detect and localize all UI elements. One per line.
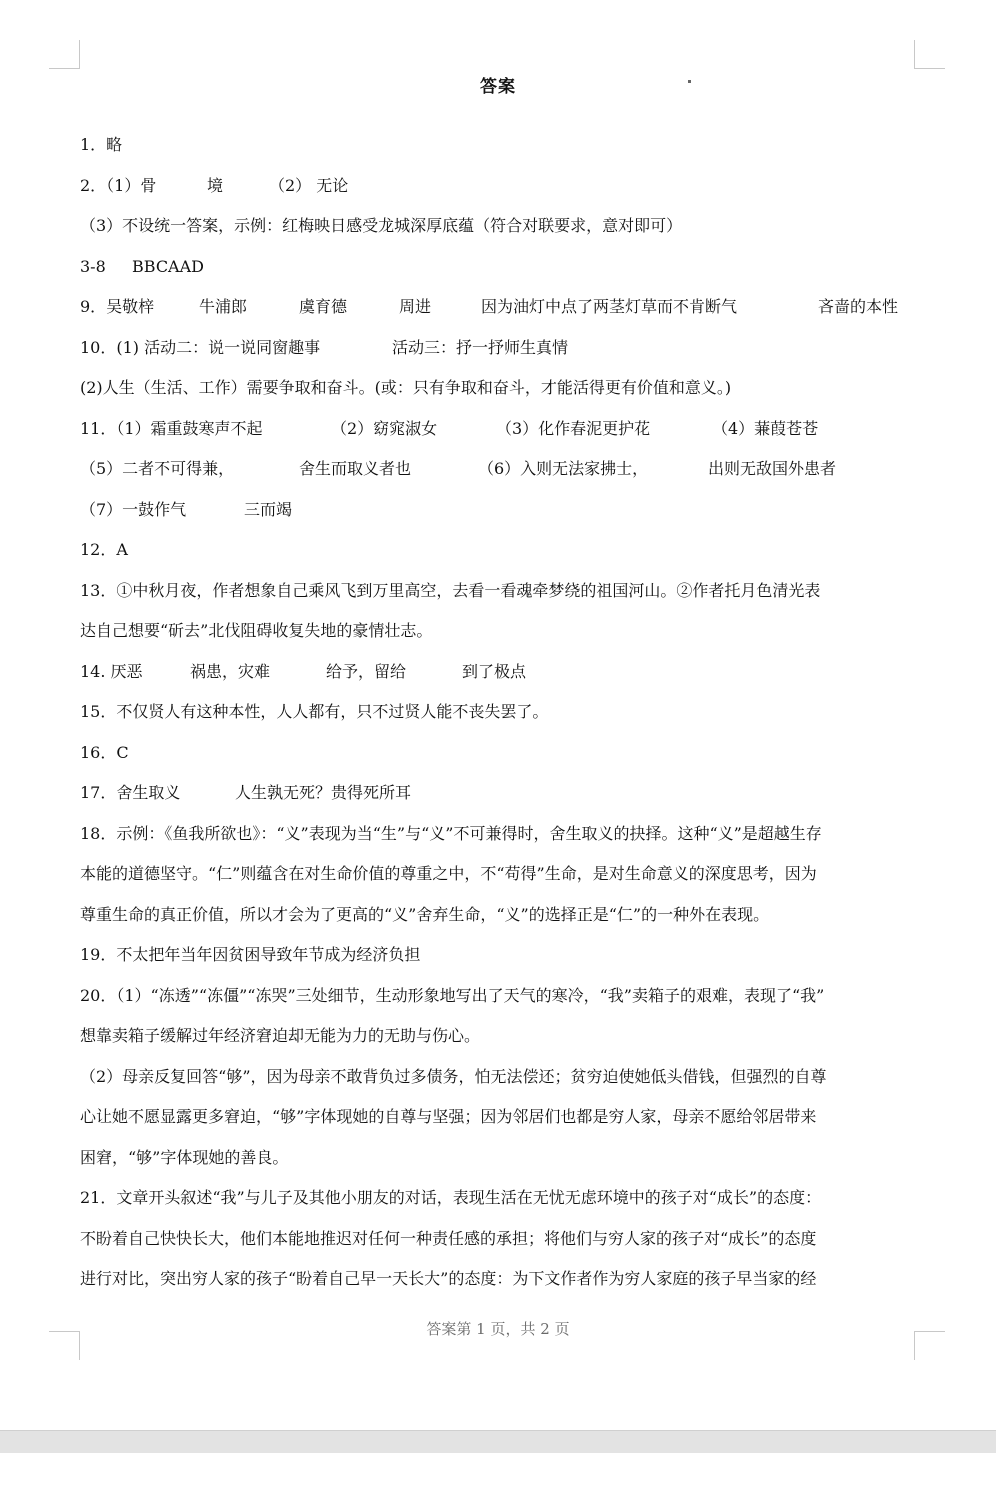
answer-line: [80, 901, 918, 942]
answer-line: [80, 779, 918, 820]
answer-text: 三而竭: [244, 499, 293, 519]
answer-text: 吝啬的本性: [818, 297, 899, 316]
answer-text: 因贫困导致年节成为经济负担: [212, 945, 421, 964]
answer-text: 不盼着自己快快长大，他们本能地推迟对任何一种责任感的承担；将他们与穷人家的孩子对“成长”的态度: [80, 1228, 817, 1248]
answer-text: 19．不太把年当年: [80, 945, 213, 964]
answer-line: [80, 455, 918, 496]
answer-text: 境: [207, 175, 224, 195]
answer-line: [80, 1103, 918, 1144]
answer-text: （3）不设统一答案，示例：红梅映日感受龙城深厚底蕴（符合对联要求，意对即可）: [80, 216, 683, 235]
answer-text: 12．A: [80, 540, 128, 559]
crop-mark-top-left: [49, 40, 80, 69]
answer-text: 尊重生命的真正价值，所以才会为了更高的“义”舍弃生命，“义”的选择正是“仁”的一种外在表现。: [80, 904, 770, 924]
answer-text: 心让她不愿显露更多窘迫，“够”字体现她的自尊与坚强；因为邻居们也都是穷人家，母亲不愿给邻居带来: [80, 1107, 817, 1126]
answer-text: 10．(1) 活动二：说一说同窗趣事: [80, 337, 321, 357]
answer-line: [80, 374, 918, 415]
answer-text: 11．（1）霜重鼓寒声不起: [80, 418, 263, 438]
answer-text: 人生孰无死？贵得死所耳: [235, 783, 412, 802]
answer-text: （4）蒹葭苍苍: [712, 418, 819, 438]
answer-line: [80, 739, 918, 780]
answer-text: 周进: [399, 297, 432, 316]
answer-line: [80, 577, 918, 618]
page-title: 答案: [480, 77, 516, 97]
page-gap: [0, 1430, 996, 1453]
answer-text: 活动三：抒一抒师生真情: [392, 337, 569, 357]
answer-text: 达自己想要“斫去”北伐阻碍收复失地的豪情壮志。: [80, 621, 433, 640]
answer-text: （2）母亲反复回答“够”，因为母亲不敢背负过多债务，怕无法偿还；贫穷迫使她低头借钱，但强烈的自尊: [80, 1066, 827, 1086]
answer-line: [80, 415, 918, 456]
answer-text: 到了极点: [462, 661, 527, 681]
answer-line: [80, 658, 918, 699]
answer-line: [80, 212, 918, 253]
answer-line: [80, 982, 918, 1023]
answer-text: 21．文章开头叙述“我”与儿子及其他小朋友的对话，表现生活在无忧无虑环境中的孩子对“成长”的态度：: [80, 1188, 822, 1207]
page-footer: 答案第 1 页，共 2 页: [426, 1320, 570, 1338]
answer-text: 进行对比，突出穷人家的孩子“盼着自己早一天长大”的态度：为下文作者作为穷人家庭的孩子早当家的经: [80, 1269, 817, 1288]
answer-text: BBCAAD: [132, 256, 204, 276]
answer-line: [80, 334, 918, 375]
answer-text: （7）一鼓作气: [80, 499, 187, 519]
next-page-top: [0, 1453, 996, 1499]
answer-text: 困窘，“够”字体现她的善良。: [80, 1147, 289, 1167]
answer-line: [80, 253, 918, 294]
answer-text: 16．C: [80, 742, 129, 762]
answer-text: （2）窈窕淑女: [331, 418, 438, 438]
answer-text: 出则无敌国外患者: [708, 459, 837, 478]
answer-text: （6）入则无法家拂士，: [478, 459, 649, 478]
answer-line: [80, 536, 918, 577]
answer-text: 17．舍生取义: [80, 783, 181, 802]
answer-line: [80, 698, 918, 739]
answer-line: [80, 820, 918, 861]
answer-line: [80, 131, 918, 172]
answer-text: 15．不仅贤人有这种本性，人人都有，只不过贤人能不丧失罢了。: [80, 702, 549, 721]
answer-text: 因为油灯中点了两茎灯草而不肯断气: [481, 297, 738, 316]
answer-line: [80, 1265, 918, 1306]
answer-text: 2．（1）骨: [80, 175, 157, 195]
stray-dot: [688, 80, 691, 83]
answer-text: 13．①中秋月夜，作者想象自己乘风飞到万里高空，去看一看魂牵梦绕的祖国河山。②作者托月色清光表: [80, 580, 821, 600]
answer-text: （2） 无论: [269, 175, 349, 195]
answer-text: 18．示例：《鱼我所欲也》：“义”表现为当“生”与“义”不可兼得时，舍生取义的抉择。这种“义”是超越生存: [80, 823, 822, 843]
answer-line: [80, 1022, 918, 1063]
answer-text: 本能的道德坚守。“仁”则蕴含在对生命价值的尊重之中，不“苟得”生命，是对生命意义的深度思考，因为: [80, 864, 817, 883]
answer-text: （5）二者不可得兼，: [80, 459, 235, 478]
answer-content: [80, 131, 918, 1306]
crop-mark-top-right: [914, 40, 945, 69]
answer-text: 1．略: [80, 135, 123, 154]
answer-line: [80, 941, 918, 982]
answer-text: 3-8: [80, 256, 106, 276]
answer-text: (2)人生（生活、工作）需要争取和奋斗。(或：只有争取和奋斗，才能活得更有价值和意义。): [80, 378, 732, 397]
answer-line: [80, 1184, 918, 1225]
answer-line: [80, 172, 918, 213]
answer-line: [80, 1144, 918, 1185]
answer-text: 想靠卖箱子缓解过年经济窘迫却无能为力的无助与伤心。: [80, 1026, 481, 1045]
answer-text: 9．吴敬梓: [80, 297, 155, 316]
answer-line: [80, 1063, 918, 1104]
answer-line: [80, 1225, 918, 1266]
answer-text: 20．（1）“冻透”“冻僵”“冻哭”三处细节，生动形象地写出了天气的寒冷，“我”卖箱子的艰难，表现了“我”: [80, 985, 825, 1005]
answer-text: 舍生而取义者也: [299, 459, 412, 478]
answer-line: [80, 496, 918, 537]
answer-line: [80, 860, 918, 901]
answer-text: 给予，留给: [326, 661, 407, 681]
answer-text: 祸患，灾难: [190, 661, 271, 681]
answer-line: [80, 617, 918, 658]
answer-text: 牛浦郎: [199, 297, 248, 316]
answer-text: 虞育德: [299, 297, 348, 316]
answer-text: （3）化作春泥更护花: [496, 418, 651, 438]
answer-line: [80, 293, 918, 334]
answer-text: 14. 厌恶: [80, 661, 143, 681]
